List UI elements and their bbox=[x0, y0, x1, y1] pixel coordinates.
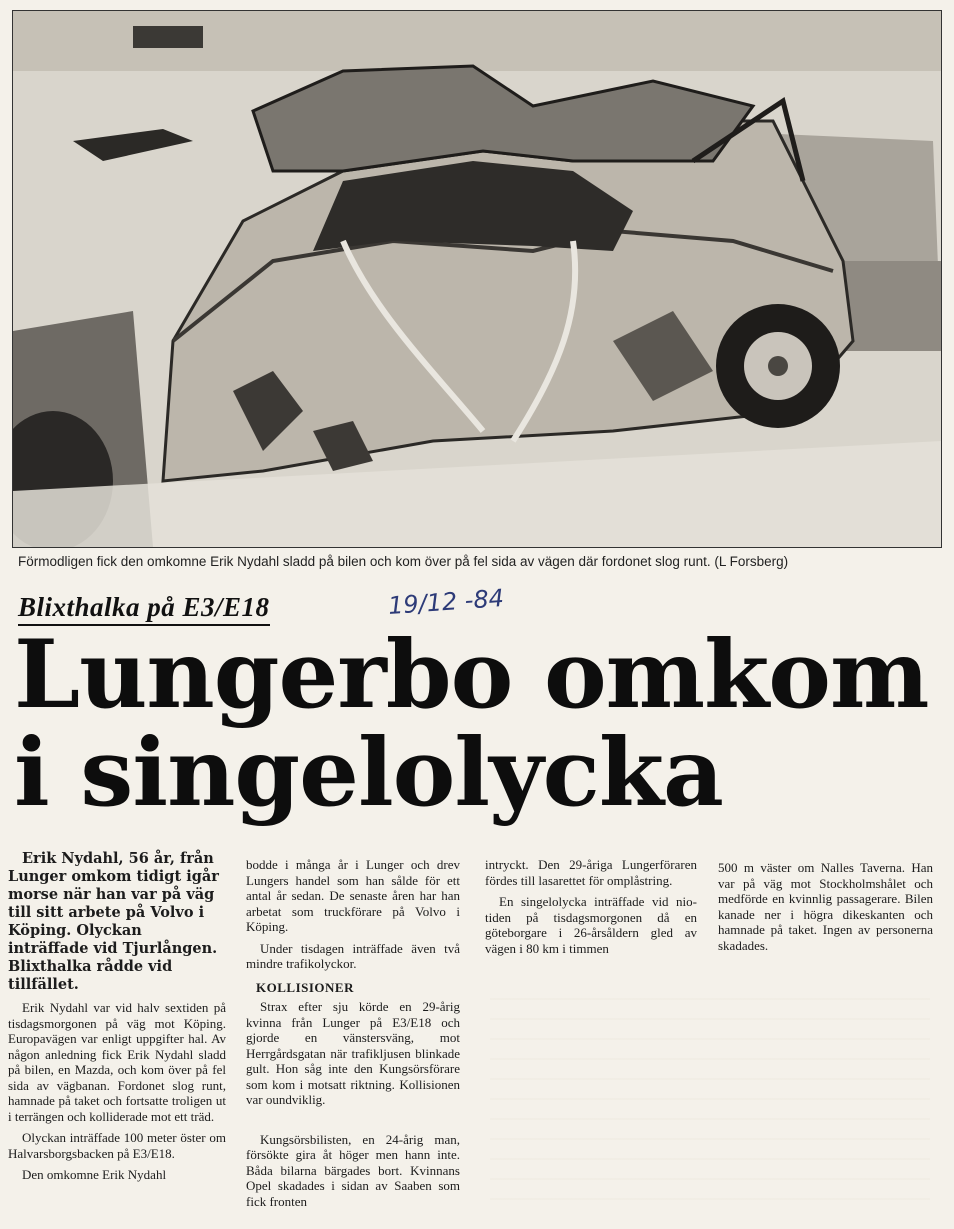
headline bbox=[14, 620, 944, 828]
article-column-3 bbox=[485, 857, 697, 962]
article-paragraph: Olyckan inträffade 100 meter öster om Halvarsborgsbacken på E3/E18. bbox=[8, 1130, 226, 1161]
article-paragraph: 500 m väster om Nalles Taverna. Han var på väg mot Stockholmshålet och medförde en kvinnlig passagerare. Bilen kanade ner i högra dikeskanten och hamnade på taket. Ingen av personerna skadades. bbox=[718, 860, 933, 953]
handwritten-date: 19/12 -84 bbox=[387, 583, 505, 621]
article-paragraph: Under tisdagen inträffade även två mindre trafikolyckor. bbox=[246, 940, 460, 971]
kicker-headline: Blixthalka på E3/E18 bbox=[18, 592, 270, 626]
article-paragraph: Kungsörsbilisten, en 24-årig man, försökte gira åt höger men hann inte. Båda bilarna bärgades bort. Kvinnans Opel skadades i sidan av Saaben som fick fronten bbox=[246, 1131, 460, 1209]
article-subhead: KOLLISIONER bbox=[256, 979, 354, 995]
article-paragraph: En singelolycka inträffade vid nio-tiden på tisdagsmorgonen då en göteborgare i 26-årsåldern gled av vägen i 80 km i timmen bbox=[485, 894, 697, 956]
article-column-4 bbox=[718, 860, 933, 959]
article-paragraph: bodde i många år i Lunger och drev Lungers handel som han sålde för ett antal år sedan. De senaste åren har han arbetat som truckförare på Volvo i Köping. bbox=[246, 857, 460, 934]
article-paragraph: intryckt. Den 29-åriga Lungerföraren fördes till lasarettet för omplåstring. bbox=[485, 857, 697, 888]
wrecked-car-photo bbox=[12, 10, 942, 548]
headline-line-2: i singelolycka bbox=[14, 718, 723, 828]
headline-line-1: Lungerbo omkom bbox=[14, 620, 929, 730]
article-paragraph: Strax efter sju körde en 29-årig kvinna från Lunger på E3/E18 och gjorde en vänstersväng, mot Herrgårdsgatan när trafikljusen blinkade gult. Hon såg inte den Kungsörsförare som kom i motsatt riktning. Kollisionen var oundviklig. bbox=[246, 999, 460, 1107]
article-paragraph: Erik Nydahl var vid halv sextiden på tisdagsmorgonen på väg mot Köping. Europavägen var enligt uppgifter hal. Av någon anledning fick Erik Nydahl sladd på bilen, en Mazda, och kom över på fel sida av vägbanan. Fordonet slog runt, hamnade på taket och fortsatte troligen ut i terrängen och kolliderade mot ett träd. bbox=[8, 1000, 226, 1124]
article-column-1 bbox=[8, 850, 226, 1189]
photo-caption: Förmodligen fick den omkomne Erik Nydahl sladd på bilen och kom över på fel sida av vägen där fordonet slog runt. (L Forsberg) bbox=[18, 554, 789, 569]
article-column-2 bbox=[246, 857, 460, 1215]
article-lede: Erik Nydahl, 56 år, från Lunger omkom tidigt igår morse när han var på väg till sitt arbete på Volvo i Köping. Olyckan inträffade vid Tjurlången. Blixthalka rådde vid tillfället. bbox=[8, 850, 219, 993]
article-paragraph: Den omkomne Erik Nydahl bbox=[22, 1167, 167, 1182]
bleed-through-area bbox=[490, 980, 930, 1210]
